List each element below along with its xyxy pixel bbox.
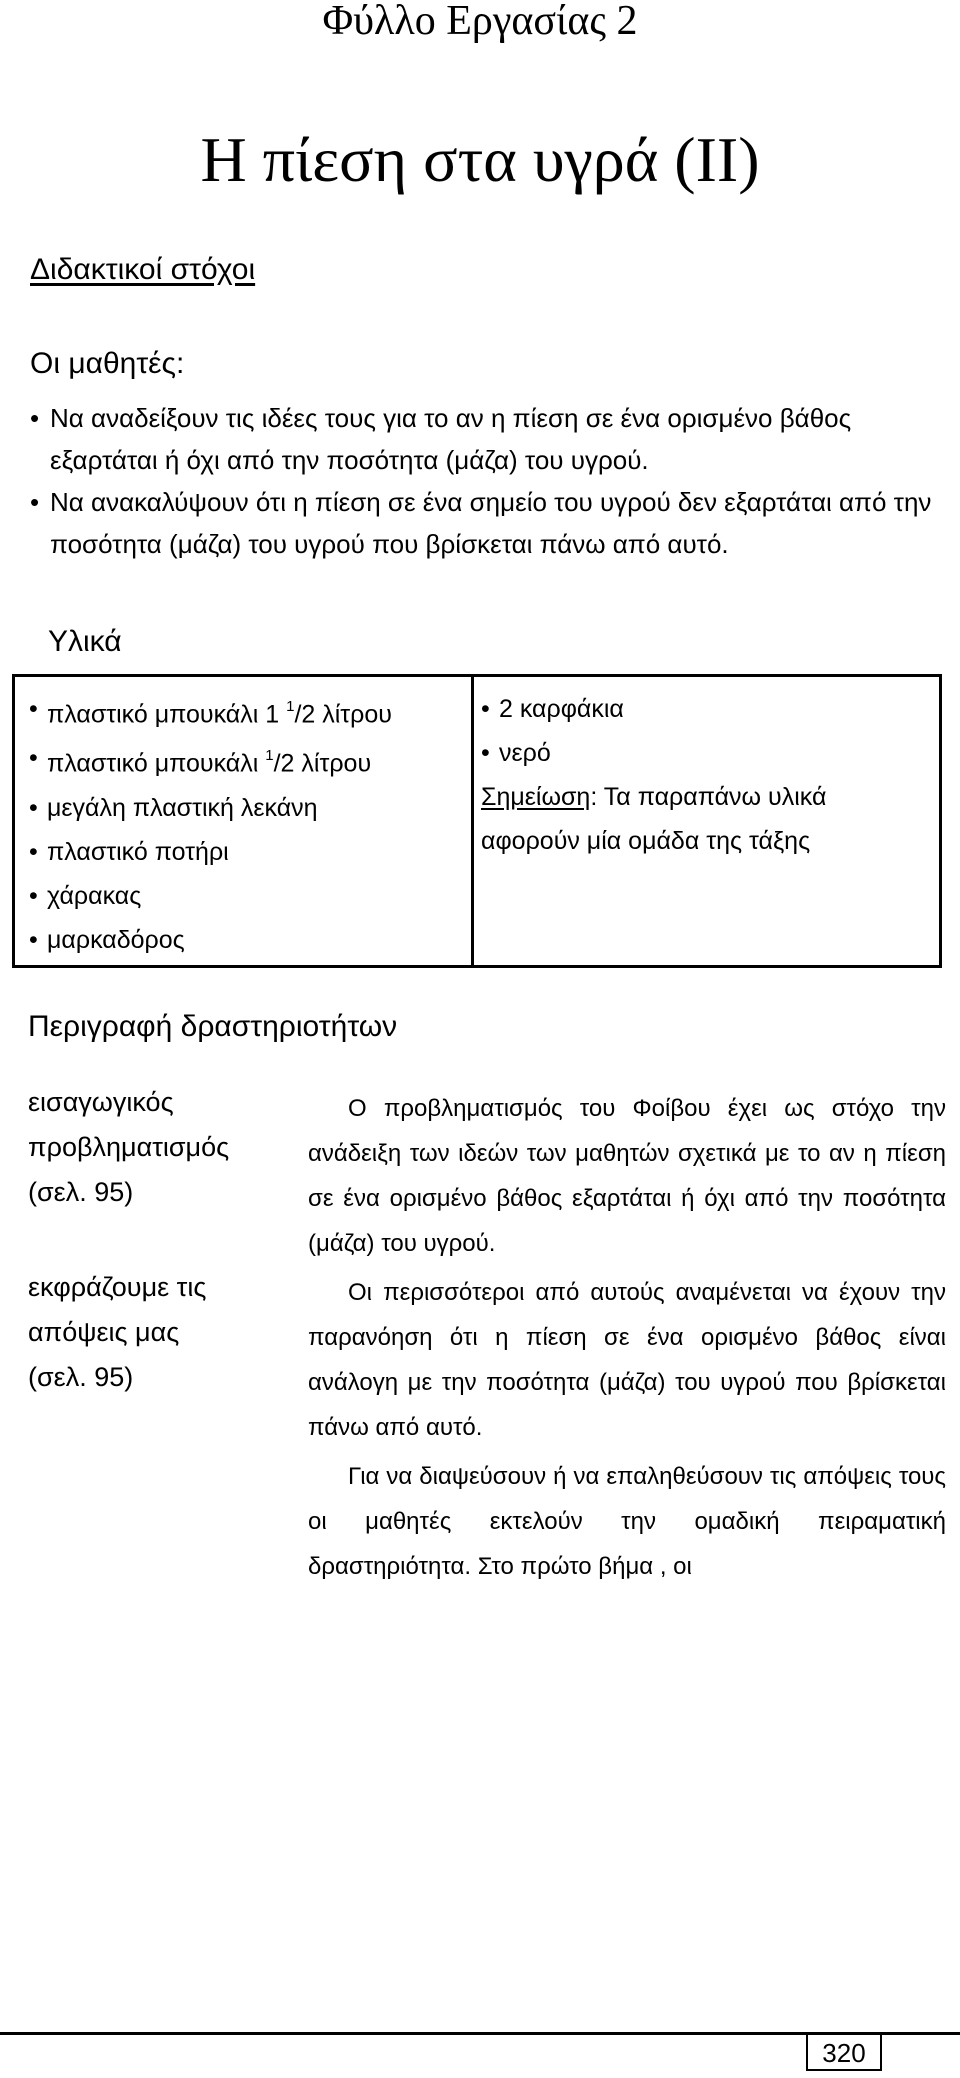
material-item: • μεγάλη πλαστική λεκάνη xyxy=(29,786,392,830)
body-paragraph: Οι περισσότεροι από αυτούς αναμένεται να έχουν την παρανόηση ότι η πίεση σε ένα ορισμένο βάθος είναι ανάλογη με την ποσότητα (μάζα) του υγρού που βρίσκεται πάνω από αυτό. xyxy=(308,1279,946,1441)
page-title: Η πίεση στα υγρά (ΙΙ) xyxy=(200,124,760,195)
column-divider xyxy=(471,677,474,965)
materials-table xyxy=(12,674,942,968)
body-paragraph: Ο προβληματισμός του Φοίβου έχει ως στόχο την ανάδειξη των ιδεών των μαθητών σχετικά με το αν η πίεση σε ένα ορισμένο βάθος εξαρτάται ή όχι από την ποσότητα (μάζα) του υγρού. xyxy=(308,1095,946,1257)
material-item: • 2 καρφάκια xyxy=(481,687,624,731)
materials-right-list xyxy=(481,687,624,775)
material-item: • χάρακας xyxy=(29,874,392,918)
objective-item: • Να ανακαλύψουν ότι η πίεση σε ένα σημείο του υγρού δεν εξαρτάται από την ποσότητα (μάζα) του υγρού που βρίσκεται πάνω από αυτό. xyxy=(30,481,940,565)
page-number: 320 xyxy=(806,2035,882,2071)
material-item: • πλαστικό μπουκάλι 1 $^1$/2 λίτρου xyxy=(29,687,392,736)
body-paragraph: Για να διαψεύσουν ή να επαληθεύσουν τις απόψεις τους οι μαθητές εκτελούν την ομαδική πειραματική δραστηριότητα. Στο πρώτο βήμα , οι xyxy=(308,1463,946,1580)
materials-left-list xyxy=(29,687,392,962)
side-label-opinions: εκφράζουμε τις απόψεις μας (σελ. 95) xyxy=(28,1272,207,1392)
objectives-heading: Διδακτικοί στόχοι xyxy=(30,253,256,286)
note-text: : Τα παραπάνω υλικά αφορούν μία ομάδα της τάξης xyxy=(481,783,827,855)
note-label: Σημείωση xyxy=(481,783,591,811)
objectives-list xyxy=(30,397,940,565)
activities-heading: Περιγραφή δραστηριοτήτων xyxy=(28,1010,398,1043)
material-item: • μαρκαδόρος xyxy=(29,918,392,962)
students-heading: Οι μαθητές: xyxy=(30,347,185,380)
objective-item: • Να αναδείξουν τις ιδέες τους για το αν η πίεση σε ένα ορισμένο βάθος εξαρτάται ή όχι από την ποσότητα (μάζα) του υγρού. xyxy=(30,397,940,481)
sheet-title: Φύλλο Εργασίας 2 xyxy=(322,0,638,44)
material-item: • πλαστικό μπουκάλι $^1$/2 λίτρου xyxy=(29,736,392,785)
materials-note xyxy=(481,775,921,863)
activities-body xyxy=(308,1086,946,1593)
material-item: • νερό xyxy=(481,731,624,775)
side-label-intro: εισαγωγικός προβληματισμός (σελ. 95) xyxy=(28,1087,230,1207)
material-item: • πλαστικό ποτήρι xyxy=(29,830,392,874)
materials-heading: Υλικά xyxy=(48,625,122,658)
